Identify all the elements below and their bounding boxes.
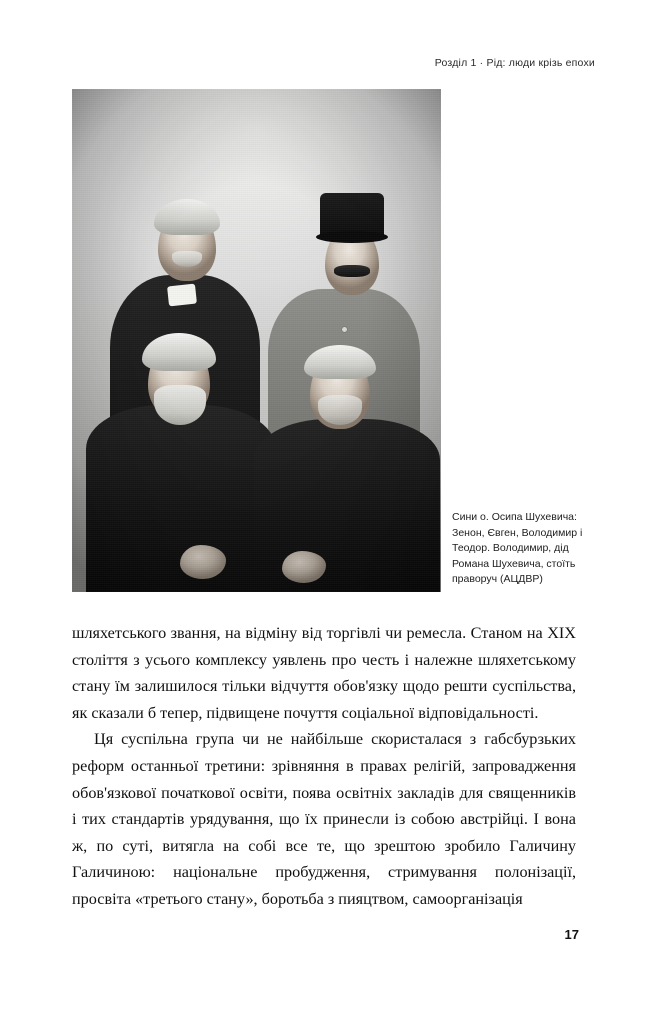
page-number: 17 (564, 927, 579, 942)
photo-vignette (72, 89, 441, 592)
photograph-figure (72, 89, 441, 592)
running-head: Розділ 1 · Рід: люди крізь епохи (434, 57, 595, 69)
paragraph-second: Ця суспільна група чи не найбільше скористалася з габсбурзьких реформ останньої третини: зрівняння в правах релігій, запровадження обов'язкової початкової освіти, поява освітніх закладів для священників і тих стандартів урядування, що їх принесли із собою австрійці. І вона ж, по суті, витягла на собі все те, що зрештою зробило Галичину Галичиною: національне пробудження, стримування полонізації, просвіта «третього стану», боротьба з пияцтвом, самоорганізація (72, 730, 576, 908)
body-text (72, 620, 576, 913)
figure-caption: Сини о. Осипа Шухевича: Зенон, Євген, Володимир і Теодор. Володимир, дід Романа Шухевича, стоїть праворуч (АЦДВР) (452, 511, 583, 585)
paragraph-continued: шляхетського звання, на відміну від торгівлі чи ремесла. Станом на XIX століття з усього комплексу уявлень про честь і належне шляхетському стану їм залишилося тільки відчуття обов'язку щодо решти суспільства, як сказали б тепер, підвищене почуття соціальної відповідальності. (72, 624, 576, 722)
